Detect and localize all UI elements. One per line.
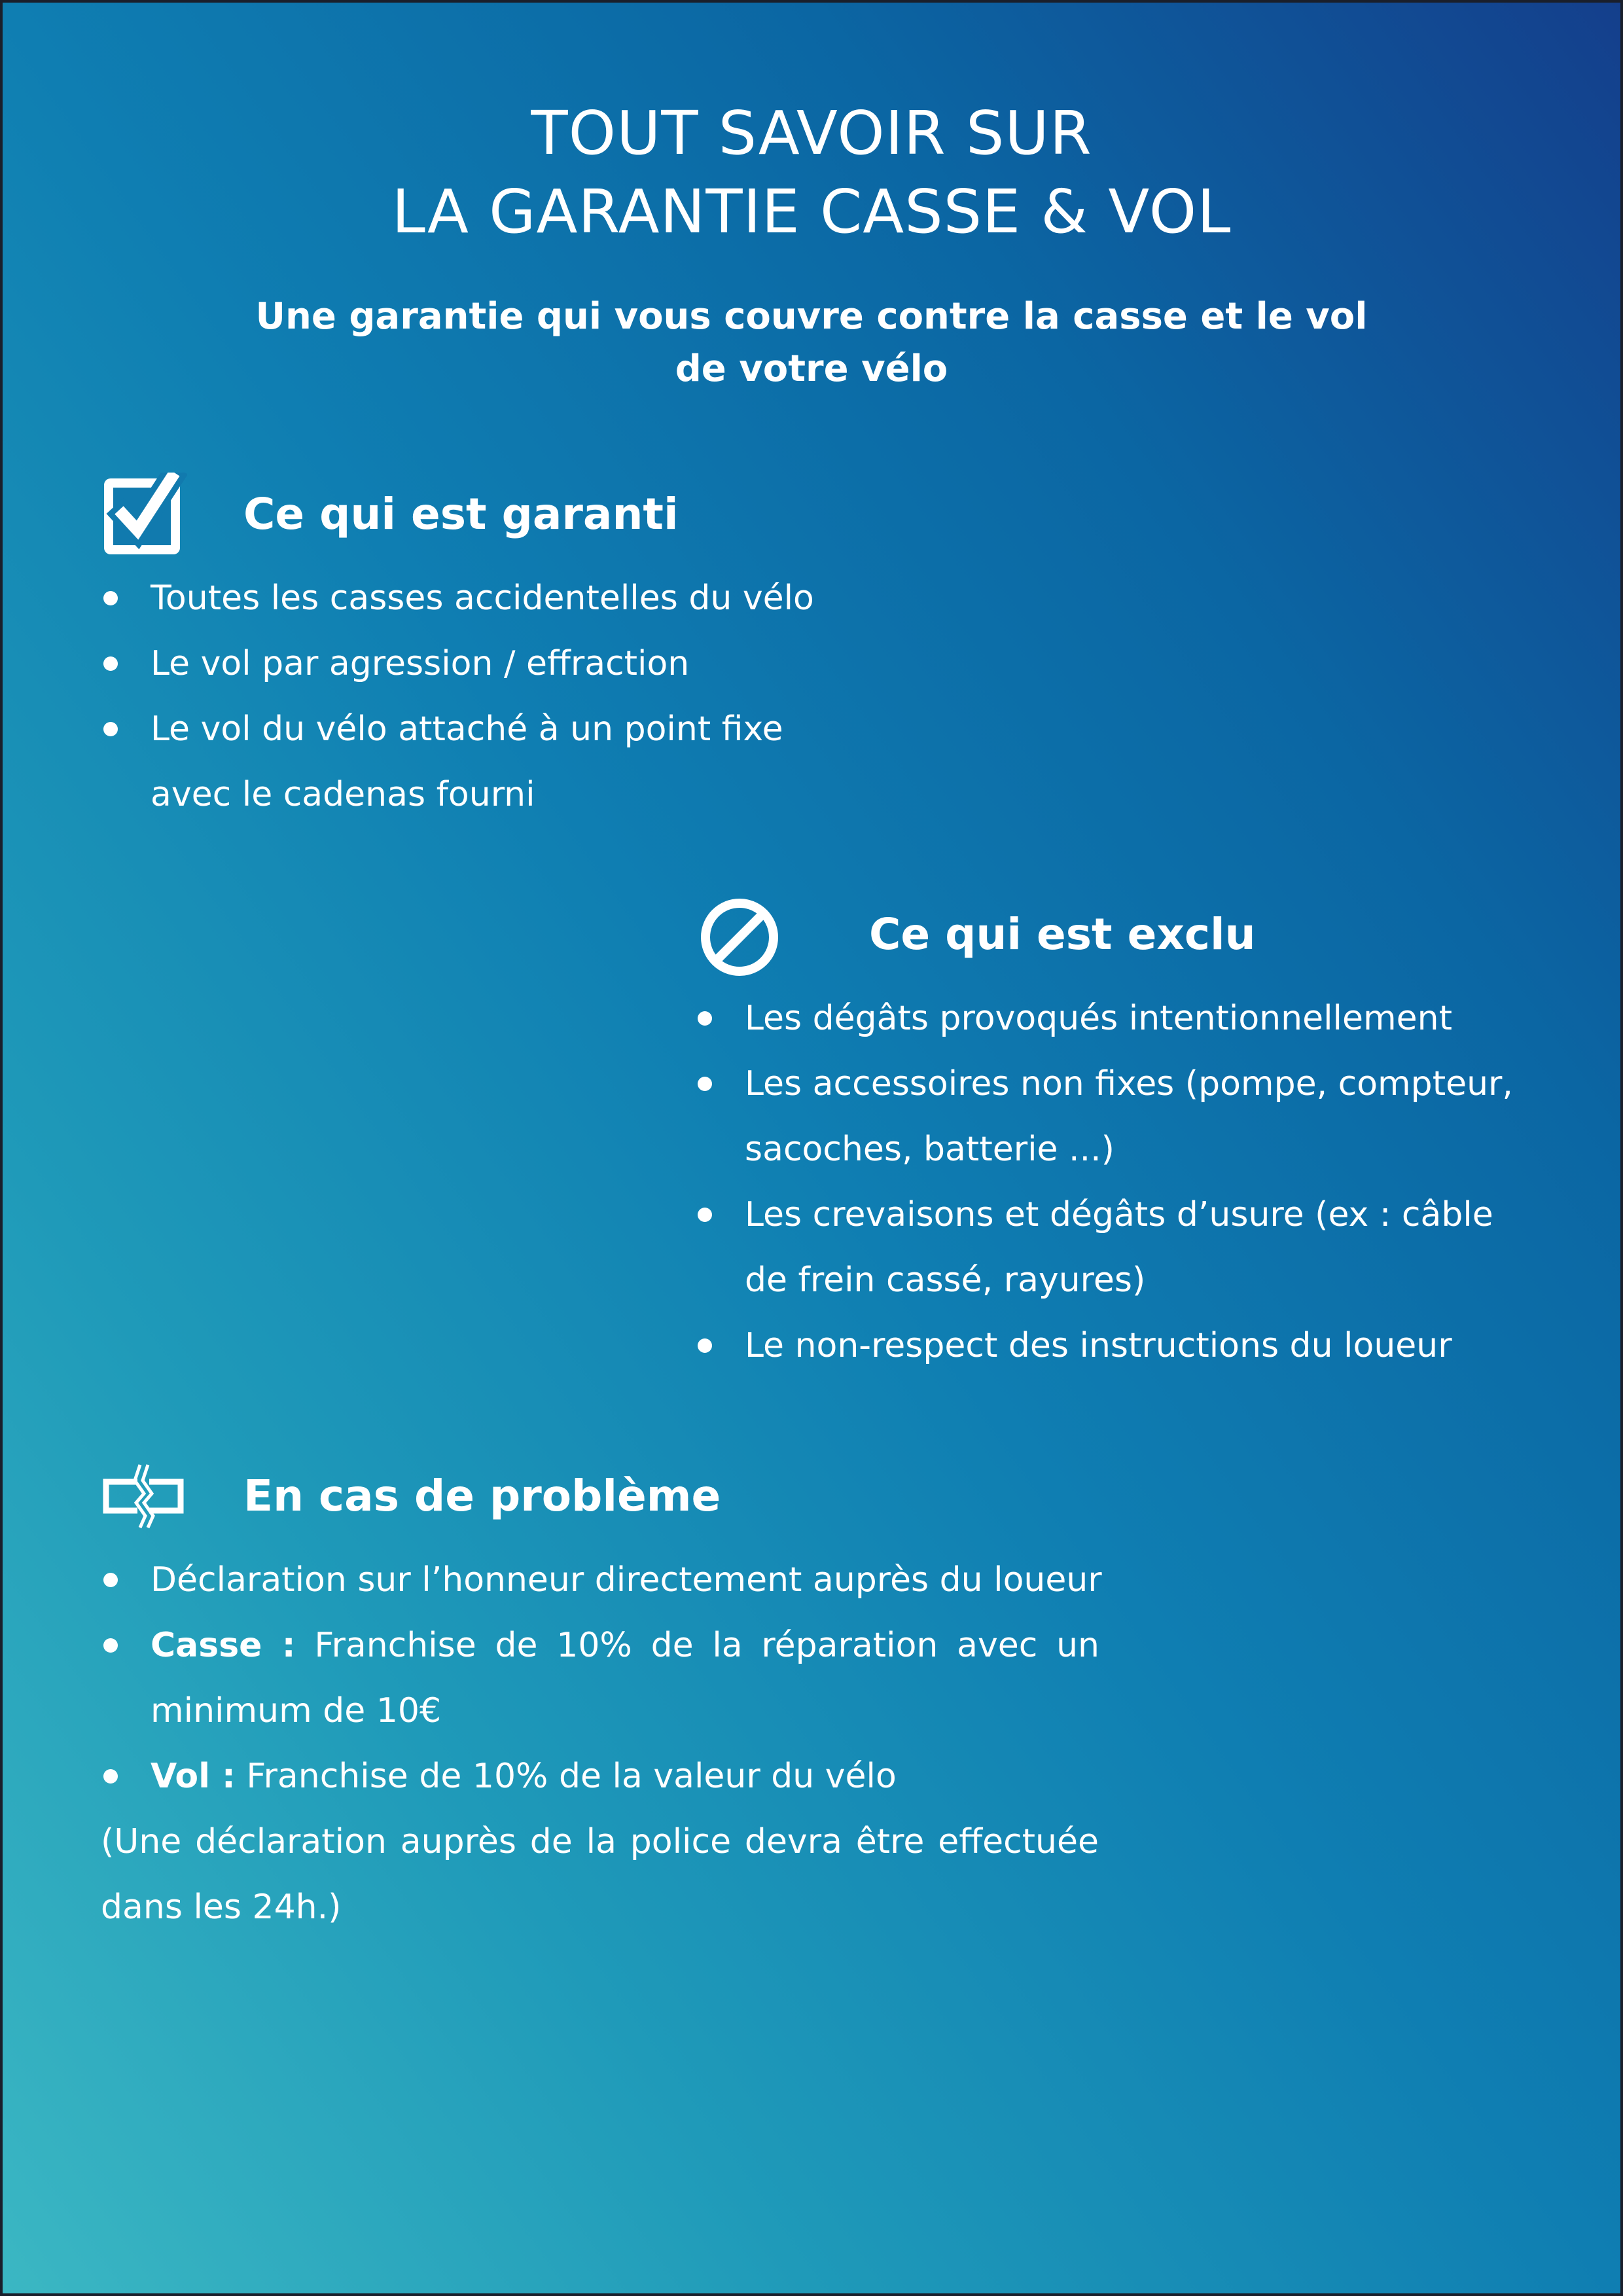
page-subtitle	[3, 291, 1620, 395]
excluded-item-2: Les accessoires non fixes (pompe, compteur, sacoches, batterie ...)	[745, 1064, 1513, 1169]
title-line-2: LA GARANTIE CASSE & VOL	[391, 177, 1232, 247]
section-excluded	[695, 893, 1539, 1378]
casse-label: Casse :	[151, 1626, 296, 1665]
title-line-1: TOUT SAVOIR SUR	[531, 98, 1092, 168]
covered-item-2: Le vol par agression / effraction	[151, 644, 690, 683]
excluded-item-1: Les dégâts provoqués intentionnellement	[745, 999, 1452, 1038]
bullet-icon	[698, 1011, 712, 1026]
broken-link-icon	[101, 1463, 186, 1532]
bullet-icon	[103, 1573, 118, 1587]
vol-text: Franchise de 10% de la valeur du vélo	[246, 1757, 897, 1796]
section-excluded-header	[695, 893, 1539, 978]
bullet-icon	[698, 1077, 712, 1091]
casse-text: Franchise de 10% de la réparation avec un minimum de 10€	[151, 1626, 1100, 1731]
prohibited-icon	[699, 897, 780, 980]
covered-list	[101, 565, 919, 827]
page-title	[3, 94, 1620, 251]
bullet-icon	[103, 1638, 118, 1653]
section-problem	[101, 1454, 1109, 1940]
list-item	[695, 1313, 1539, 1378]
section-covered-heading: Ce qui est garanti	[243, 489, 679, 539]
bullet-icon	[103, 722, 118, 736]
list-item	[695, 986, 1539, 1051]
excluded-item-4: Le non-respect des instructions du loueur	[745, 1326, 1452, 1365]
problem-item-1: Déclaration sur l’honneur directement auprès du loueur	[151, 1560, 1102, 1600]
subtitle-line-2: de votre vélo	[675, 348, 948, 390]
section-excluded-heading: Ce qui est exclu	[869, 909, 1256, 960]
problem-list	[101, 1547, 1109, 1809]
list-item	[101, 1613, 1099, 1744]
bullet-icon	[103, 1769, 118, 1784]
section-covered-header	[101, 473, 919, 558]
list-item	[101, 631, 919, 696]
covered-item-3: Le vol du vélo attaché à un point fixe avec le cadenas fourni	[151, 709, 783, 814]
checkbox-check-icon	[101, 473, 187, 562]
vol-label: Vol :	[151, 1757, 236, 1796]
subtitle-line-1: Une garantie qui vous couvre contre la casse et le vol	[255, 295, 1368, 338]
list-item	[695, 1051, 1539, 1182]
list-item	[101, 696, 838, 827]
section-covered	[101, 473, 919, 827]
police-note: (Une déclaration auprès de la police devra être effectuée dans les 24h.)	[101, 1822, 1099, 1927]
bullet-icon	[103, 591, 118, 605]
bullet-icon	[698, 1208, 712, 1222]
excluded-item-3: Les crevaisons et dégâts d’usure (ex : câble de frein cassé, rayures)	[745, 1195, 1493, 1300]
section-problem-heading: En cas de problème	[243, 1471, 721, 1521]
excluded-list	[695, 986, 1539, 1378]
list-item	[101, 565, 919, 631]
covered-item-1: Toutes les casses accidentelles du vélo	[151, 579, 814, 618]
list-item	[695, 1182, 1539, 1313]
list-item	[101, 1744, 1109, 1809]
bullet-icon	[103, 656, 118, 671]
section-problem-header	[101, 1454, 1109, 1539]
list-item	[101, 1547, 1109, 1613]
bullet-icon	[698, 1338, 712, 1353]
